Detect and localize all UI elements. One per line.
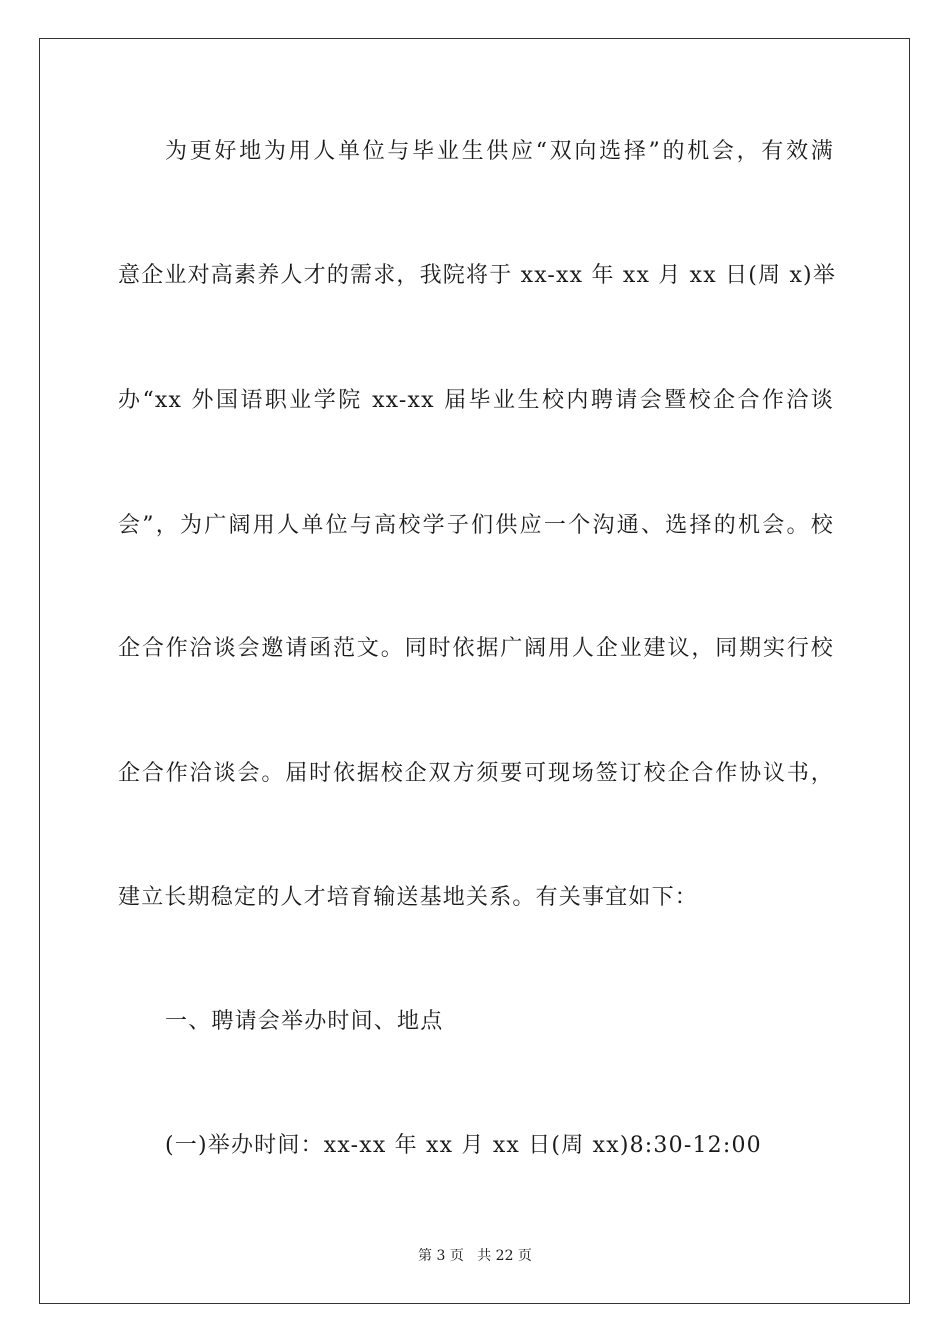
page-border bbox=[39, 38, 910, 1304]
page-footer bbox=[0, 1246, 950, 1266]
schedule-item: (一)举办时间：xx-xx 年 xx 月 xx 日(周 xx)8:30-12:00 bbox=[165, 1133, 762, 1158]
paragraph-line-5: 企合作洽谈会邀请函范文。同时依据广阔用人企业建议，同期实行校 bbox=[118, 636, 834, 661]
paragraph-line-3: 办“xx 外国语职业学院 xx-xx 届毕业生校内聘请会暨校企合作洽谈 bbox=[118, 388, 834, 413]
paragraph-line-6: 企合作洽谈会。届时依据校企双方须要可现场签订校企合作协议书， bbox=[118, 761, 834, 786]
paragraph-line-7: 建立长期稳定的人才培育输送基地关系。有关事宜如下： bbox=[118, 885, 699, 910]
page-number: 第 3 页 bbox=[418, 1248, 464, 1264]
paragraph-line-1: 为更好地为用人单位与毕业生供应“双向选择”的机会，有效满 bbox=[165, 139, 834, 164]
total-pages: 共 22 页 bbox=[477, 1248, 532, 1264]
paragraph-line-2: 意企业对高素养人才的需求，我院将于 xx-xx 年 xx 月 xx 日(周 x)举 bbox=[118, 263, 837, 288]
paragraph-line-4: 会”，为广阔用人单位与高校学子们供应一个沟通、选择的机会。校 bbox=[118, 513, 834, 538]
section-heading: 一、聘请会举办时间、地点 bbox=[165, 1009, 444, 1034]
